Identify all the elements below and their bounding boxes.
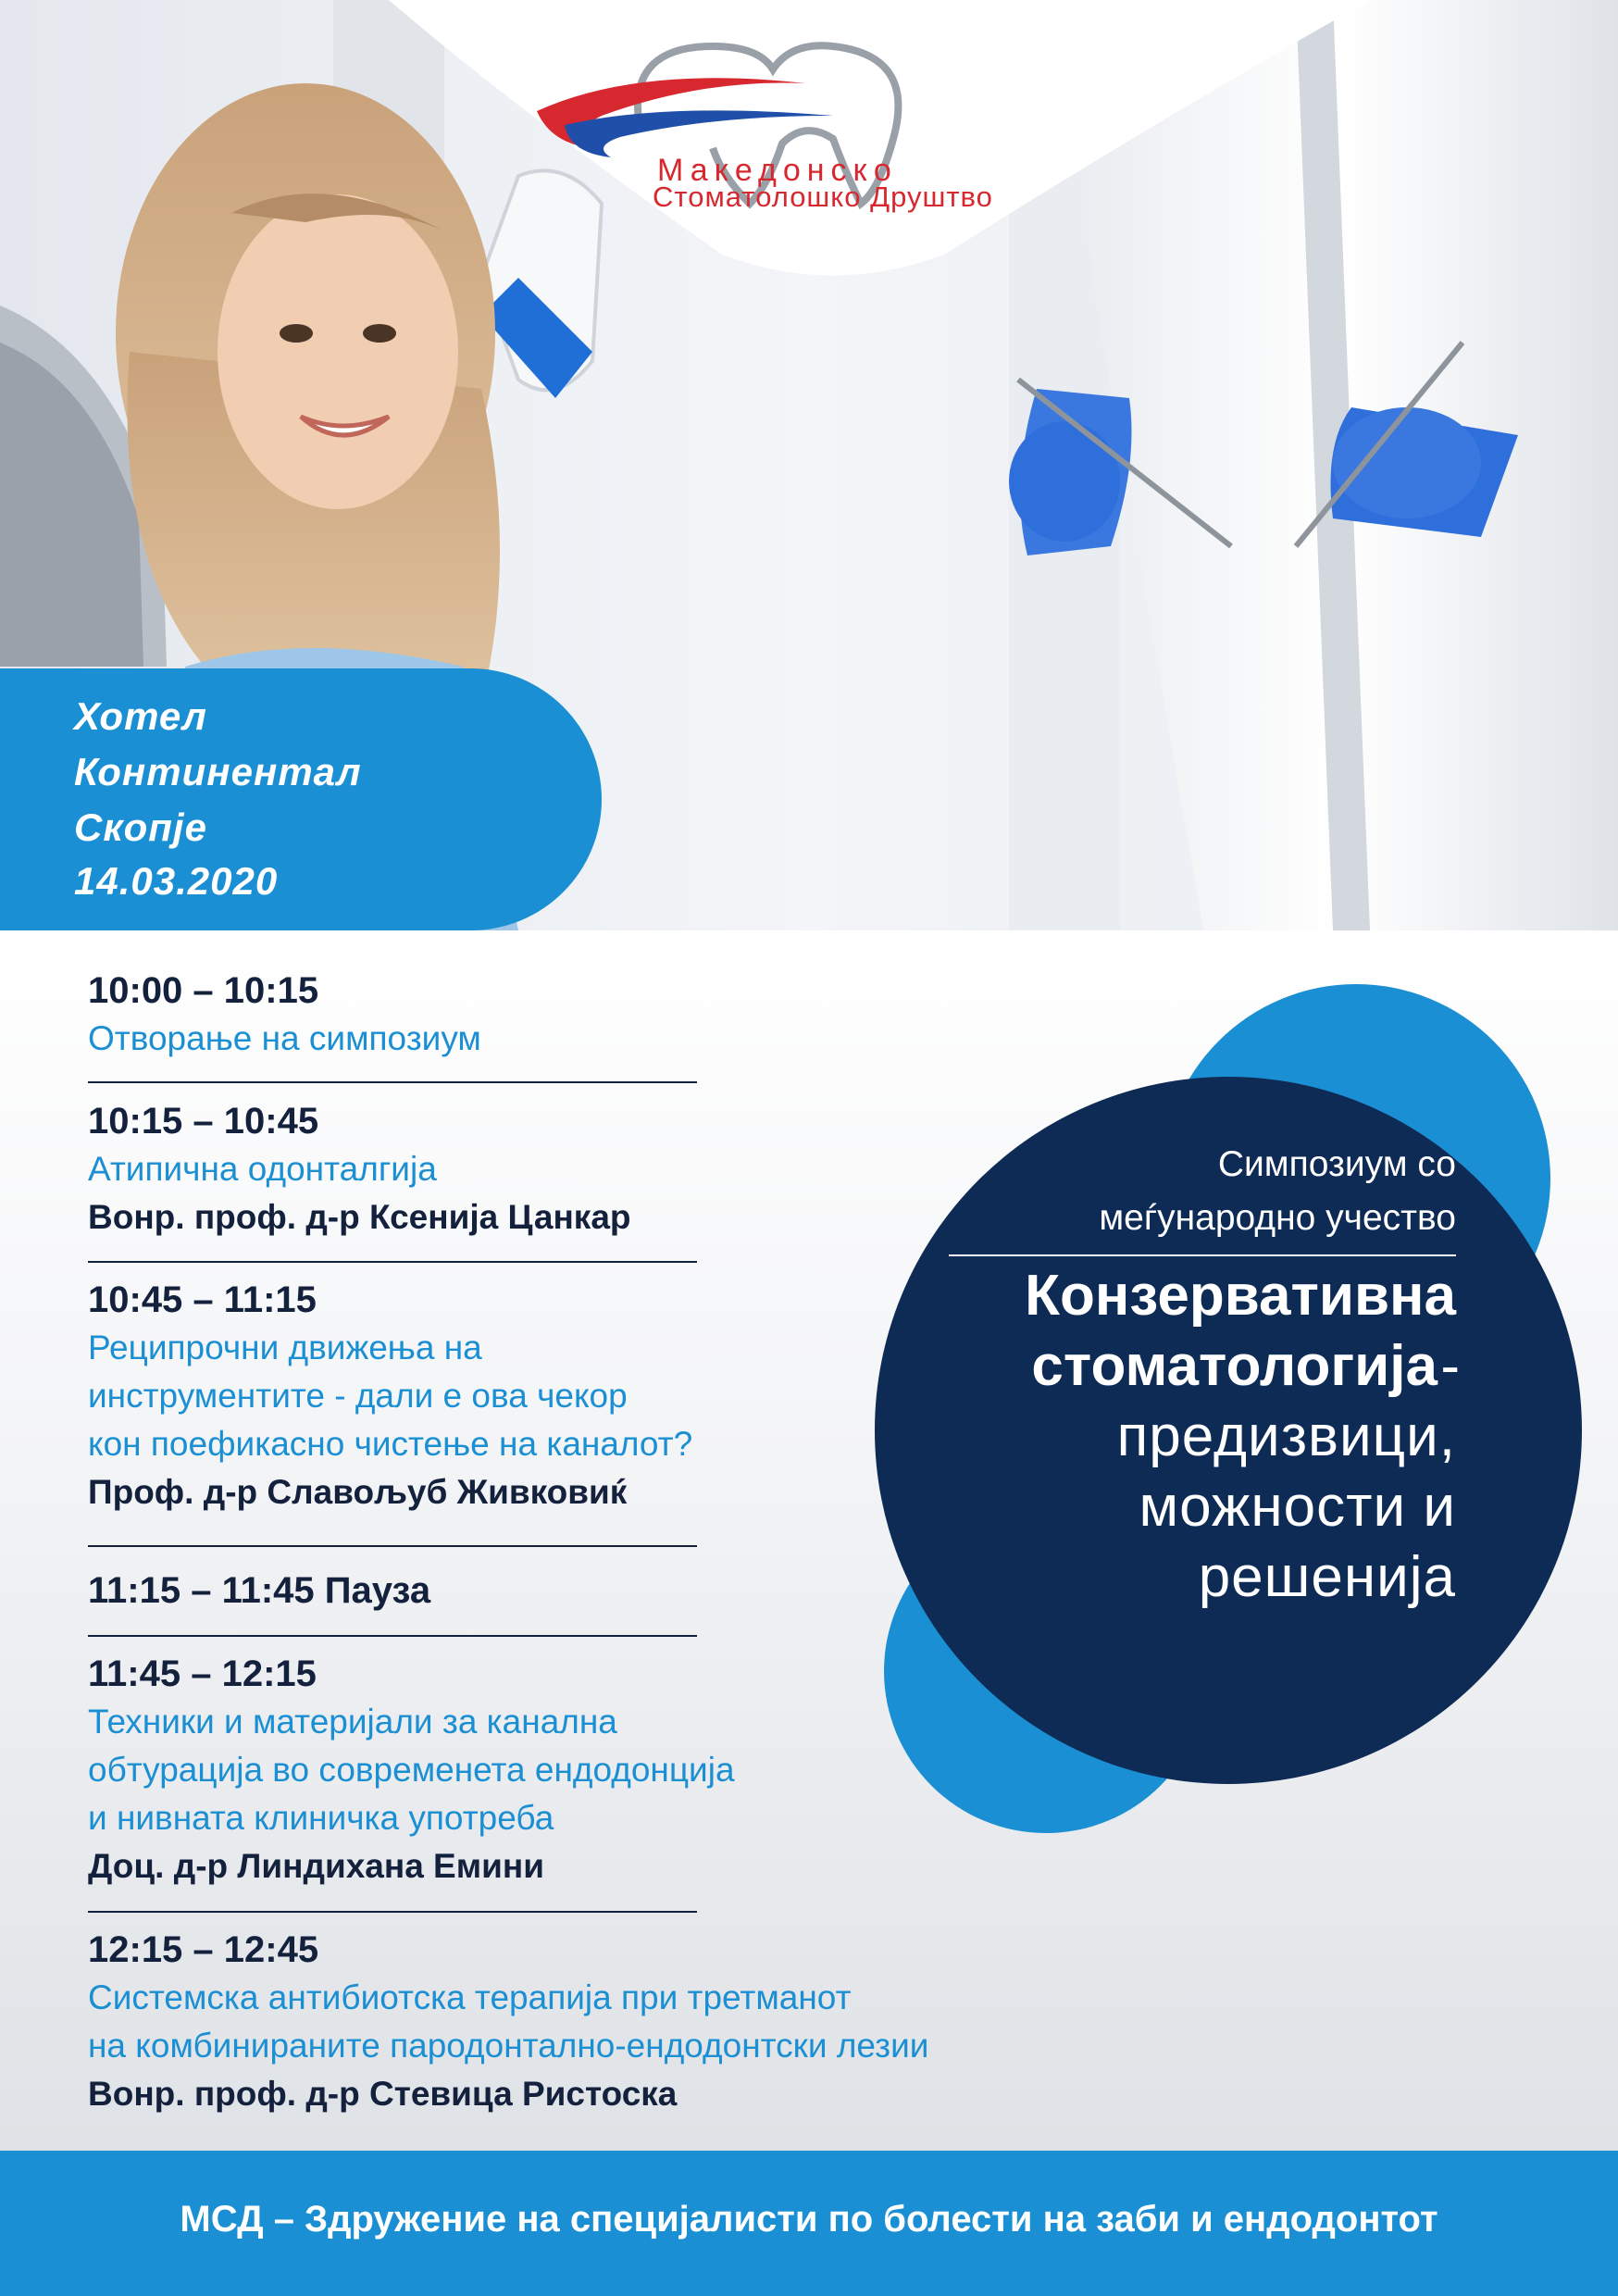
program-divider — [88, 1635, 697, 1637]
venue-hotel: Хотел — [74, 694, 207, 738]
venue-date: 14.03.2020 — [74, 859, 279, 903]
program-item — [88, 1650, 735, 1890]
symposium-divider — [949, 1254, 1456, 1256]
footer-bar — [0, 2151, 1618, 2296]
program-item — [88, 967, 699, 1063]
symposium-title-dash: - — [1440, 1334, 1461, 1398]
program-topic: кон поефикасно чистење на каналот? — [88, 1425, 693, 1463]
venue-city: Скопје — [74, 805, 207, 849]
program-time: 11:45 – 12:15 — [88, 1653, 317, 1694]
symposium-title-5: решенија — [1198, 1545, 1456, 1609]
program-time: 10:15 – 10:45 — [88, 1101, 319, 1142]
program-time: 10:45 – 11:15 — [88, 1279, 317, 1320]
program-topic: Атипична одонталгија — [88, 1150, 437, 1188]
program-topic: на комбинираните пародонтално-ендодонтски лезии — [88, 2027, 929, 2065]
program-topic: и нивната клиничка употреба — [88, 1799, 554, 1837]
logo-line2: Стоматолошко Друштво — [653, 181, 993, 213]
program-divider — [88, 1261, 697, 1263]
program-divider — [88, 1081, 697, 1083]
program-speaker: Проф. д-р Славољуб Живковиќ — [88, 1473, 628, 1511]
program-topic: обтурација во современета ендодонција — [88, 1751, 735, 1789]
symposium-title-3: предизвици, — [1116, 1404, 1456, 1468]
program-item — [88, 1097, 699, 1242]
symposium-subtitle-2: меѓународно учество — [1099, 1198, 1456, 1238]
program-item — [88, 1566, 699, 1615]
program-speaker: Вонр. проф. д-р Ксенија Цанкар — [88, 1198, 631, 1236]
venue-badge — [0, 668, 602, 930]
venue-name: Континентал — [74, 750, 362, 793]
program-speaker: Вонр. проф. д-р Стевица Ристоска — [88, 2075, 678, 2113]
program-divider — [88, 1911, 697, 1913]
symposium-title-2: стоматологија — [1031, 1334, 1438, 1398]
program-item — [88, 1926, 929, 2118]
program-speaker: Доц. д-р Линдихана Емини — [88, 1847, 544, 1885]
program-topic: Отворање на симпозиум — [88, 1019, 481, 1057]
program-topic: Реципрочни движења на — [88, 1329, 482, 1366]
footer-text: МСД – Здружение на специјалисти по болести на заби и ендодонтот — [180, 2199, 1438, 2240]
program-time: 10:00 – 10:15 — [88, 970, 319, 1011]
program-topic: Техники и материјали за канална — [88, 1703, 617, 1741]
program-divider — [88, 1545, 697, 1547]
program-topic: Системска антибиотска терапија при третманот — [88, 1978, 852, 2016]
program-topic: инструментите - дали е ова чекор — [88, 1377, 628, 1415]
logo-line1: Македонско — [657, 153, 898, 188]
program-item — [88, 1276, 699, 1516]
symposium-title-4: можности и — [1139, 1475, 1456, 1539]
program-break: 11:15 – 11:45 Пауза — [88, 1570, 431, 1611]
symposium-subtitle-1: Симпозиум со — [1217, 1144, 1456, 1184]
symposium-title-1: Конзервативна — [1025, 1264, 1456, 1328]
program-time: 12:15 – 12:45 — [88, 1929, 319, 1970]
